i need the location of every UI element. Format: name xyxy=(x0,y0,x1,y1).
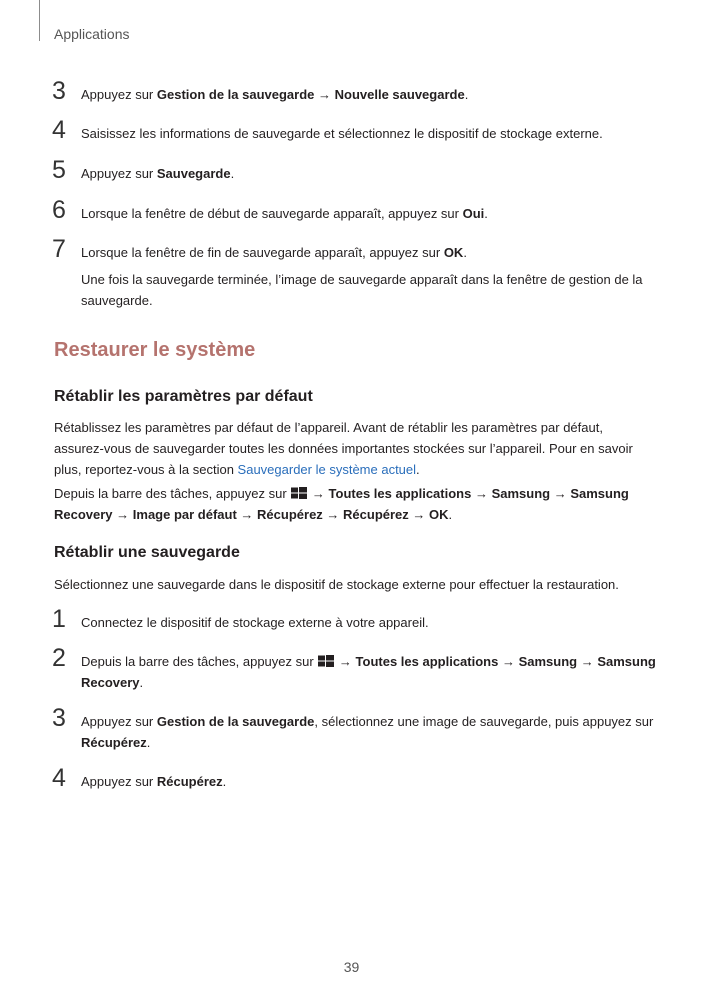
step-number: 4 xyxy=(52,764,66,792)
step-text: Appuyez sur Gestion de la sauvegarde → Nouvelle sauvegarde. xyxy=(81,87,469,102)
step-text: Appuyez sur Sauvegarde. xyxy=(81,166,235,181)
step-text: Lorsque la fenêtre de fin de sauvegarde apparaît, appuyez sur OK. xyxy=(81,245,467,260)
page-number: 39 xyxy=(343,959,360,975)
step-number: 1 xyxy=(52,605,66,633)
step-text: Appuyez sur Gestion de la sauvegarde, sélectionnez une image de sauvegarde, puis appuyez sur Récupérez. xyxy=(81,714,654,750)
paragraph-defaults-intro: Rétablissez les paramètres par défaut de l’appareil. Avant de rétablir les paramètres par défaut, assurez-vous de sauvegarder toutes les données importantes stockées sur l’appareil. Pour en savoir plus, reportez-vous à la section Sauvegarder le système actuel. xyxy=(54,420,633,477)
subsection-title-restore: Rétablir une sauvegarde xyxy=(54,544,240,561)
step-number: 5 xyxy=(52,156,66,184)
step-text: Appuyez sur Récupérez. xyxy=(81,774,227,789)
header-rule xyxy=(39,0,40,41)
paragraph-defaults-steps: Depuis la barre des tâches, appuyez sur → Toutes les applications → Samsung → Samsung Recovery → Image par défaut → Récupérez → Récupérez → OK. xyxy=(54,486,629,522)
step-number: 4 xyxy=(52,116,66,144)
step-number: 3 xyxy=(52,77,66,105)
step-text: Saisissez les informations de sauvegarde et sélectionnez le dispositif de stockage externe. xyxy=(81,126,603,141)
windows-icon xyxy=(318,655,334,667)
step-number: 7 xyxy=(52,235,66,263)
section-title: Restaurer le système xyxy=(54,339,256,361)
link-backup-system[interactable]: Sauvegarder le système actuel xyxy=(237,462,417,477)
paragraph-restore-intro: Sélectionnez une sauvegarde dans le dispositif de stockage externe pour effectuer la restauration. xyxy=(54,577,619,592)
header-title: Applications xyxy=(54,26,130,42)
step-note: Une fois la sauvegarde terminée, l’image de sauvegarde apparaît dans la fenêtre de gestion de la sauvegarde. xyxy=(81,272,643,308)
step-number: 3 xyxy=(52,704,66,732)
step-number: 6 xyxy=(52,196,66,224)
subsection-title-defaults: Rétablir les paramètres par défaut xyxy=(54,388,313,405)
step-text: Connectez le dispositif de stockage externe à votre appareil. xyxy=(81,615,429,630)
step-text: Lorsque la fenêtre de début de sauvegarde apparaît, appuyez sur Oui. xyxy=(81,206,488,221)
step-number: 2 xyxy=(52,644,66,672)
step-text: Depuis la barre des tâches, appuyez sur → Toutes les applications → Samsung → Samsung Recovery. xyxy=(81,654,656,690)
windows-icon xyxy=(291,487,307,499)
